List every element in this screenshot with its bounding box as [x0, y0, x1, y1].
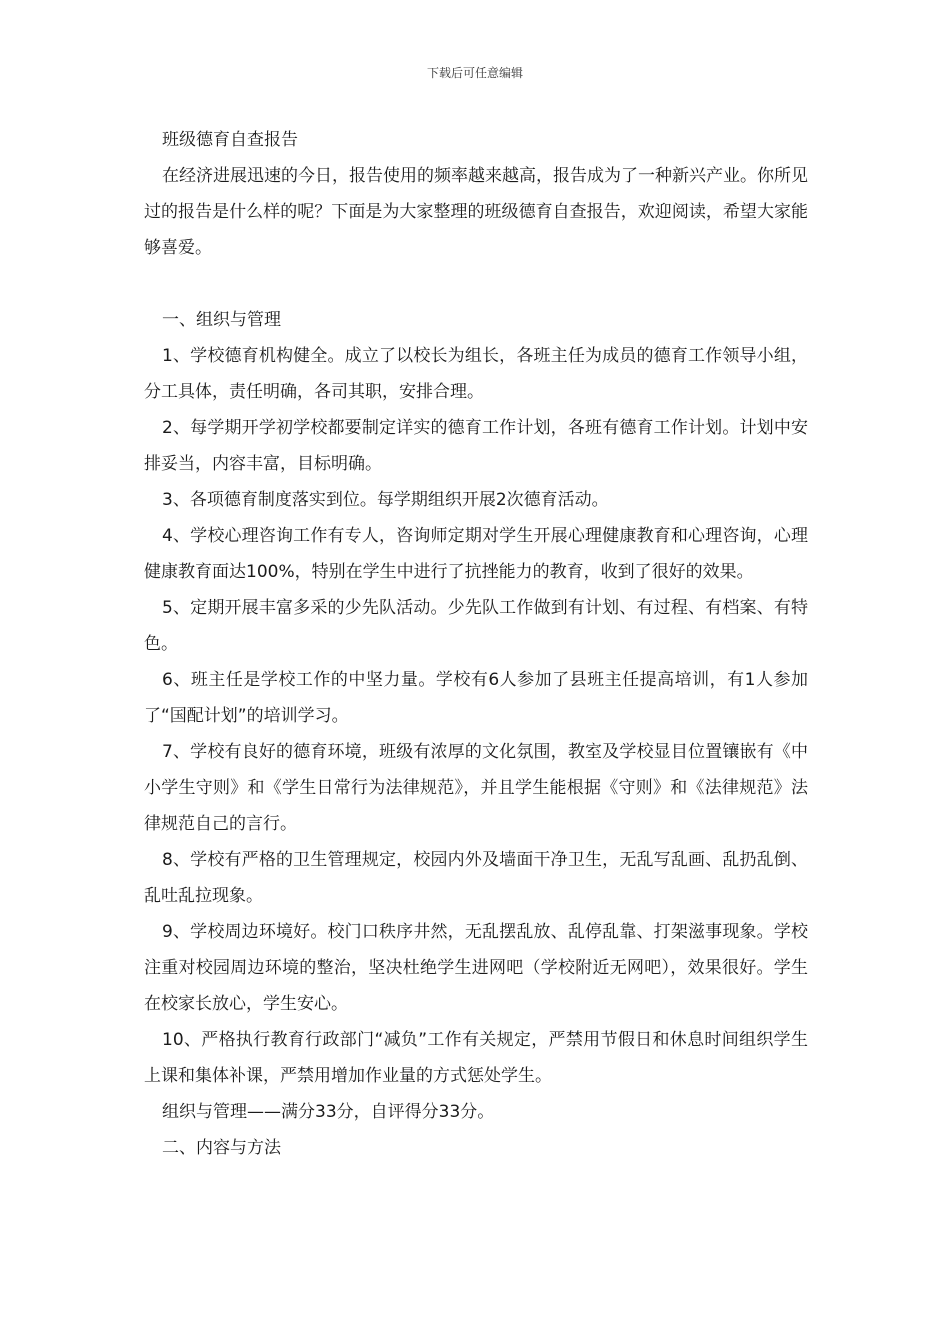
blank-line — [144, 266, 808, 302]
intro-paragraph: 在经济进展迅速的今日，报告使用的频率越来越高，报告成为了一种新兴产业。你所见过的报告是什么样的呢？下面是为大家整理的班级德育自查报告，欢迎阅读，希望大家能够喜爱。 — [144, 166, 808, 258]
list-item-1: 1、学校德育机构健全。成立了以校长为组长，各班主任为成员的德育工作领导小组，分工具体，责任明确，各司其职，安排合理。 — [144, 346, 808, 402]
section-heading-2: 二、内容与方法 — [162, 1138, 281, 1158]
list-item-6: 6、班主任是学校工作的中坚力量。学校有6人参加了县班主任提高培训，有1人参加了“国配计划”的培训学习。 — [144, 670, 808, 726]
list-item-8: 8、学校有严格的卫生管理规定，校园内外及墙面干净卫生，无乱写乱画、乱扔乱倒、乱吐乱拉现象。 — [144, 850, 808, 906]
document-title: 班级德育自查报告 — [162, 130, 298, 150]
list-item-9: 9、学校周边环境好。校门口秩序井然，无乱摆乱放、乱停乱靠、打架滋事现象。学校注重对校园周边环境的整治，坚决杜绝学生进网吧（学校附近无网吧），效果很好。学生在校家长放心，学生安心。 — [144, 922, 808, 1014]
list-item-10: 10、严格执行教育行政部门“减负”工作有关规定，严禁用节假日和休息时间组织学生上课和集体补课，严禁用增加作业量的方式惩处学生。 — [144, 1030, 808, 1086]
list-item-4: 4、学校心理咨询工作有专人，咨询师定期对学生开展心理健康教育和心理咨询，心理健康教育面达100%，特别在学生中进行了抗挫能力的教育，收到了很好的效果。 — [144, 526, 808, 582]
section-score-1: 组织与管理——满分33分，自评得分33分。 — [162, 1102, 495, 1122]
page-header-note: 下载后可任意编辑 — [426, 66, 523, 80]
list-item-5: 5、定期开展丰富多采的少先队活动。少先队工作做到有计划、有过程、有档案、有特色。 — [144, 598, 808, 654]
list-item-2: 2、每学期开学初学校都要制定详实的德育工作计划，各班有德育工作计划。计划中安排妥当，内容丰富，目标明确。 — [144, 418, 808, 474]
list-item-3: 3、各项德育制度落实到位。每学期组织开展2次德育活动。 — [162, 490, 609, 510]
section-heading-1: 一、组织与管理 — [162, 310, 281, 330]
list-item-7: 7、学校有良好的德育环境，班级有浓厚的文化氛围，教室及学校显目位置镶嵌有《中小学生守则》和《学生日常行为法律规范》，并且学生能根据《守则》和《法律规范》法律规范自己的言行。 — [144, 742, 808, 834]
document-body — [144, 122, 808, 1166]
